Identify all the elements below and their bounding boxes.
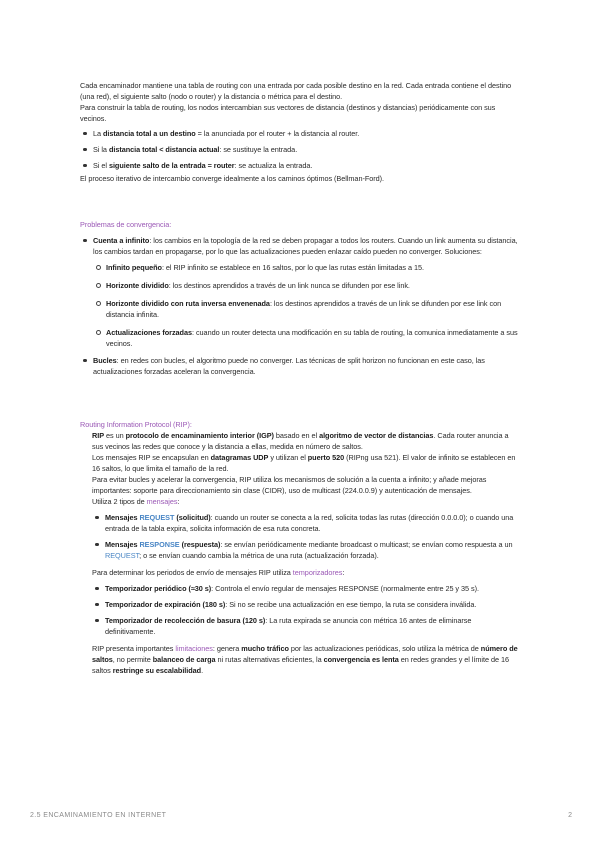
intro-bullet-3: Si el siguiente salto de la entrada = router: se actualiza la entrada. [80,160,520,171]
footer-page-number: 2 [568,812,572,819]
convergence-heading: Problemas de convergencia: [80,220,172,229]
rip-message-types-intro: Utiliza 2 tipos de mensajes: [92,497,180,506]
rip-paragraph-2: Los mensajes RIP se encapsulan en datagramas UDP y utilizan el puerto 520 (RIPng usa 521). El valor de infinito se establecen en 16 saltos, lo que limita el tamaño de la red. [92,453,516,473]
solution-triggered-updates: Actualizaciones forzadas: cuando un router detecta una modificación en su tabla de routing, la comunica inmediatamente a sus vecinos. [93,327,520,349]
rip-heading: Routing Information Protocol (RIP): [80,420,192,429]
rip-response-message: Mensajes RESPONSE (respuesta): se envían periódicamente mediante broadcast o multicast; se envían como respuesta a un REQUEST; o se envían cuando cambia la métrica de una ruta (actualización forzada). [92,539,520,561]
footer-section-title: 2.5 ENCAMINAMIENTO EN INTERNET [30,812,167,819]
timer-expiration: Temporizador de expiración (180 s): Si no se recibe una actualización en ese tiempo, la ruta se considera inválida. [92,599,520,610]
rip-timers-intro: Para determinar los periodos de envío de mensajes RIP utiliza temporizadores: [92,568,345,577]
convergence-bullet-count-to-infinity: Cuenta a infinito: los cambios en la topología de la red se deben propagar a todos los routers. Cuando un link aumenta su distancia, los cambios tardan en propagarse, por lo que las actualizaciones pueden enlazar caído pueden no converger. Soluciones: [80,235,520,257]
rip-request-message: Mensajes REQUEST (solicitud): cuando un router se conecta a la red, solicita todas las rutas (dirección 0.0.0.0); o cuando una entrada de la tabla expira, solicita información de esa ruta concreta. [92,512,520,534]
intro-paragraph-2: Para construir la tabla de routing, los nodos intercambian sus vectores de distancia (destinos y distancias) periódicamente con sus vecinos. [80,103,496,123]
rip-section [80,419,520,676]
solution-split-horizon: Horizonte dividido: los destinos aprendidos a través de un link nunca se difunden por ese link. [93,280,520,291]
solution-small-infinity: Infinito pequeño: el RIP infinito se establece en 16 saltos, por lo que las rutas están limitadas a 15. [93,262,520,273]
intro-closing: El proceso iterativo de intercambio converge idealmente a los caminos óptimos (Bellman-Ford). [80,174,384,183]
convergence-section [80,219,520,377]
rip-limitations: RIP presenta importantes limitaciones: genera mucho tráfico por las actualizaciones periódicas, solo utiliza la métrica de número de saltos, no permite balanceo de carga ni rutas alternativas eficientes, la convergencia es lenta en redes grandes y el límite de 16 saltos restringe su escalabilidad. [92,644,518,675]
intro-bullet-2: Si la distancia total < distancia actual: se sustituye la entrada. [80,144,520,155]
timer-garbage-collection: Temporizador de recolección de basura (120 s): La ruta expirada se anuncia con métrica 16 antes de eliminarse definitivamente. [92,615,520,637]
intro-bullet-1: La distancia total a un destino = la anunciada por el router + la distancia al router. [80,128,520,139]
convergence-bullet-loops: Bucles: en redes con bucles, el algoritmo puede no converger. Las técnicas de split horizon no funcionan en este caso, las actualizaciones forzadas aceleran la convergencia. [80,355,520,377]
rip-paragraph-1: RIP es un protocolo de encaminamiento interior (IGP) basado en el algoritmo de vector de distancias. Cada router anuncia a sus vecinos las redes que conoce y la distancia a ellas, medida en número de saltos. [92,431,509,451]
timer-periodic: Temporizador periódico (≈30 s): Controla el envío regular de mensajes RESPONSE (normalmente entre 25 y 35 s). [92,583,520,594]
intro-paragraph-1: Cada encaminador mantiene una tabla de routing con una entrada por cada posible destino en la red. Cada entrada contiene el destino (una red), el siguiente salto (nodo o router) y la distancia o métrica para el destino. [80,81,512,101]
rip-paragraph-3: Para evitar bucles y acelerar la convergencia, RIP utiliza los mecanismos de solución a la cuenta a infinito; y añade mejoras importantes: soporte para direccionamiento sin clase (CIDR), uso de multicast (224.0.0.9) y autenticación de mensajes. [92,475,487,495]
intro-section [80,80,520,184]
solution-poisoned-reverse: Horizonte dividido con ruta inversa envenenada: los destinos aprendidos a través de un link se difunden por ese link con distancia infinita. [93,298,520,320]
